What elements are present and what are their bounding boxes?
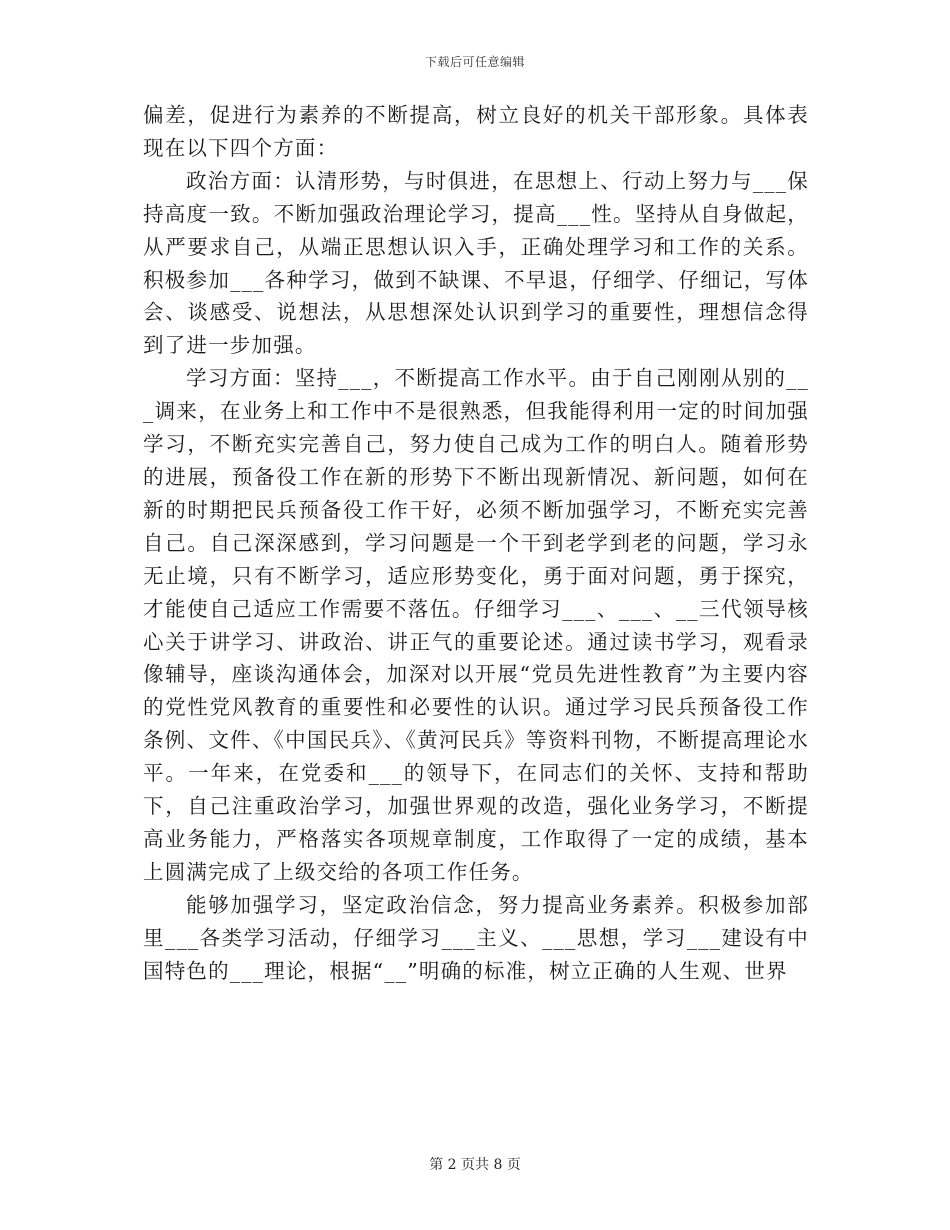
page-number: 第 2 页共 8 页 [429,1157,521,1173]
paragraph-learning: 能够加强学习，坚定政治信念，努力提高业务素养。积极参加部里___各类学习活动，仔细学习___主义、___思想，学习___建设有中国特色的___理论，根据“__”明确的标准，树立正确的人生观、世界 [143,892,809,983]
document-body [143,99,809,987]
page-header-note: 下载后可任意编辑 [424,55,525,69]
paragraph-study: 学习方面：坚持___，不断提高工作水平。由于自己刚刚从别的___调来，在业务上和工作中不是很熟悉，但我能得利用一定的时间加强学习，不断充实完善自己，努力使自己成为工作的明白人。随着形势的进展，预备役工作在新的形势下不断出现新情况、新问题，如何在新的时期把民兵预备役工作干好，必须不断加强学习，不断充实完善自己。自己深深感到，学习问题是一个干到老学到老的问题，学习永无止境，只有不断学习，适应形势变化，勇于面对问题，勇于探究，才能使自己适应工作需要不落伍。仔细学习___、___、__三代领导核心关于讲学习、讲政治、讲正气的重要论述。通过读书学习，观看录像辅导，座谈沟通体会，加深对以开展“党员先进性教育”为主要内容的党性党风教育的重要性和必要性的认识。通过学习民兵预备役工作条例、文件、《中国民兵》、《黄河民兵》等资料刊物，不断提高理论水平。一年来，在党委和___的领导下，在同志们的关怀、支持和帮助下，自己注重政治学习，加强世界观的改造，强化业务学习，不断提高业务能力，严格落实各项规章制度，工作取得了一定的成绩，基本上圆满完成了上级交给的各项工作任务。 [143,366,809,884]
paragraph-continuation: 偏差，促进行为素养的不断提高，树立良好的机关干部形象。具体表现在以下四个方面： [143,103,809,160]
paragraph-political: 政治方面：认清形势，与时俱进，在思想上、行动上努力与___保持高度一致。不断加强政治理论学习，提高___性。坚持从自身做起，从严要求自己，从端正思想认识入手，正确处理学习和工作的关系。积极参加___各种学习，做到不缺课、不早退，仔细学、仔细记，写体会、谈感受、说想法，从思想深处认识到学习的重要性，理想信念得到了进一步加强。 [143,168,809,358]
